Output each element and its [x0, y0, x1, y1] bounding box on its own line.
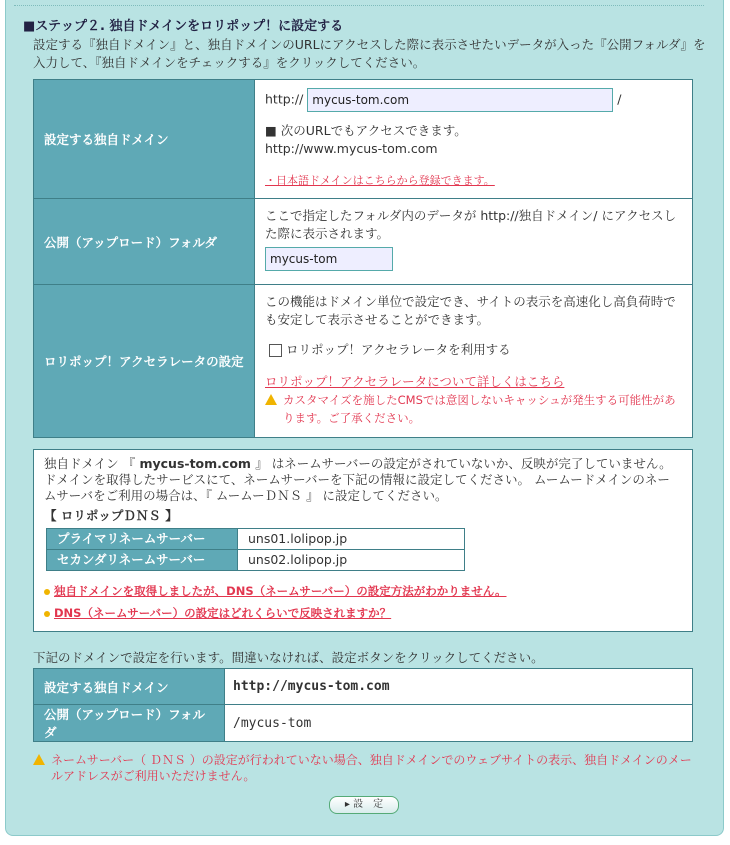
http-prefix: http://: [265, 91, 304, 107]
help-bullet-icon: [44, 611, 50, 617]
table-row: [47, 550, 465, 571]
step-title: ■ステップ２. 独自ドメインをロリポップ！に設定する: [23, 19, 344, 34]
folder-description: ここで指定したフォルダ内のデータが http://独自ドメイン/ にアクセスした際に表示されます。: [265, 208, 677, 241]
secondary-ns-label: セカンダリネームサーバー: [47, 550, 238, 571]
intro-text: 設定する『独自ドメイン』と、独自ドメインのURLにアクセスした際に表示させたいデータが入った『公開フォルダ』を入力して、『独自ドメインをチェックする』をクリックしてください。: [33, 37, 706, 70]
confirm-table: [33, 668, 693, 742]
help-bullet-icon: [44, 589, 50, 595]
confirm-folder-value: /mycus-tom: [225, 705, 693, 742]
accelerator-checkbox-label[interactable]: ロリポップ！アクセラレータを利用する: [285, 342, 511, 357]
folder-input[interactable]: mycus-tom: [265, 247, 393, 271]
secondary-ns-value: uns02.lolipop.jp: [238, 550, 465, 571]
warning-icon: [33, 754, 45, 765]
domain-suffix: /: [617, 91, 622, 107]
alt-url: http://www.mycus-tom.com: [265, 141, 438, 156]
dns-heading: 【 ロリポップＤＮＳ 】: [44, 508, 178, 523]
submit-button[interactable]: ▸ 設 定: [329, 796, 399, 814]
table-row: [47, 529, 465, 550]
nameserver-notice: [33, 449, 693, 632]
notice-text: 独自ドメイン 『 mycus-tom.com 』 はネームサーバーの設定がされていないか、反映が完了していません。 ドメインを取得したサービスにて、ネームサーバーを下記の情報に設定してください。 ムームードメインのネームサーバをご利用の場合は、『 ムームーＤＮＳ 』 に設定してください。: [44, 456, 672, 503]
confirm-domain-value: http://mycus-tom.com: [225, 669, 693, 705]
primary-ns-value: uns01.lolipop.jp: [238, 529, 465, 550]
accelerator-warning: カスタマイズを施したCMSでは意図しないキャッシュが発生する可能性があります。ご了承ください。: [283, 393, 676, 425]
accelerator-description: この機能はドメイン単位で設定でき、サイトの表示を高速化し高負荷時でも安定して表示させることができます。: [265, 294, 676, 327]
primary-ns-label: プライマリネームサーバー: [47, 529, 238, 550]
dns-help-link-1[interactable]: 独自ドメインを取得しましたが、DNS（ネームサーバー）の設定方法がわかりません。: [44, 583, 682, 599]
domain-cell: [255, 80, 693, 199]
accelerator-label: ロリポップ！アクセラレータの設定: [34, 285, 255, 438]
domain-input[interactable]: mycus-tom.com: [307, 88, 613, 112]
folder-label: 公開（アップロード）フォルダ: [34, 199, 255, 285]
notice-domain: mycus-tom.com: [135, 456, 256, 471]
dns-help-link-2[interactable]: DNS（ネームサーバー）の設定はどれくらいで反映されますか？: [44, 605, 682, 621]
alt-url-note: ■ 次のURLでもアクセスできます。: [265, 123, 467, 138]
folder-cell: [255, 199, 693, 285]
confirm-text: 下記のドメインで設定を行います。間違いなければ、設定ボタンをクリックしてください。: [33, 650, 544, 665]
divider: [14, 5, 704, 6]
accelerator-info-link[interactable]: ロリポップ！アクセラレータについて詳しくはこちら: [265, 374, 565, 389]
domain-settings-table: [33, 79, 693, 438]
domain-label: 設定する独自ドメイン: [34, 80, 255, 199]
japanese-domain-link[interactable]: ・日本語ドメインはこちらから登録できます。: [265, 174, 495, 187]
confirm-folder-label: 公開（アップロード）フォルダ: [34, 705, 225, 742]
dns-table: [46, 528, 465, 571]
warning-icon: [265, 394, 277, 405]
confirm-domain-label: 設定する独自ドメイン: [34, 669, 225, 705]
accelerator-checkbox[interactable]: [269, 344, 282, 357]
accelerator-cell: [255, 285, 693, 438]
nameserver-warning: ネームサーバー（ ＤＮＳ ）の設定が行われていない場合、独自ドメインでのウェブサイトの表示、独自ドメインのメールアドレスがご利用いただけません。: [51, 753, 692, 783]
